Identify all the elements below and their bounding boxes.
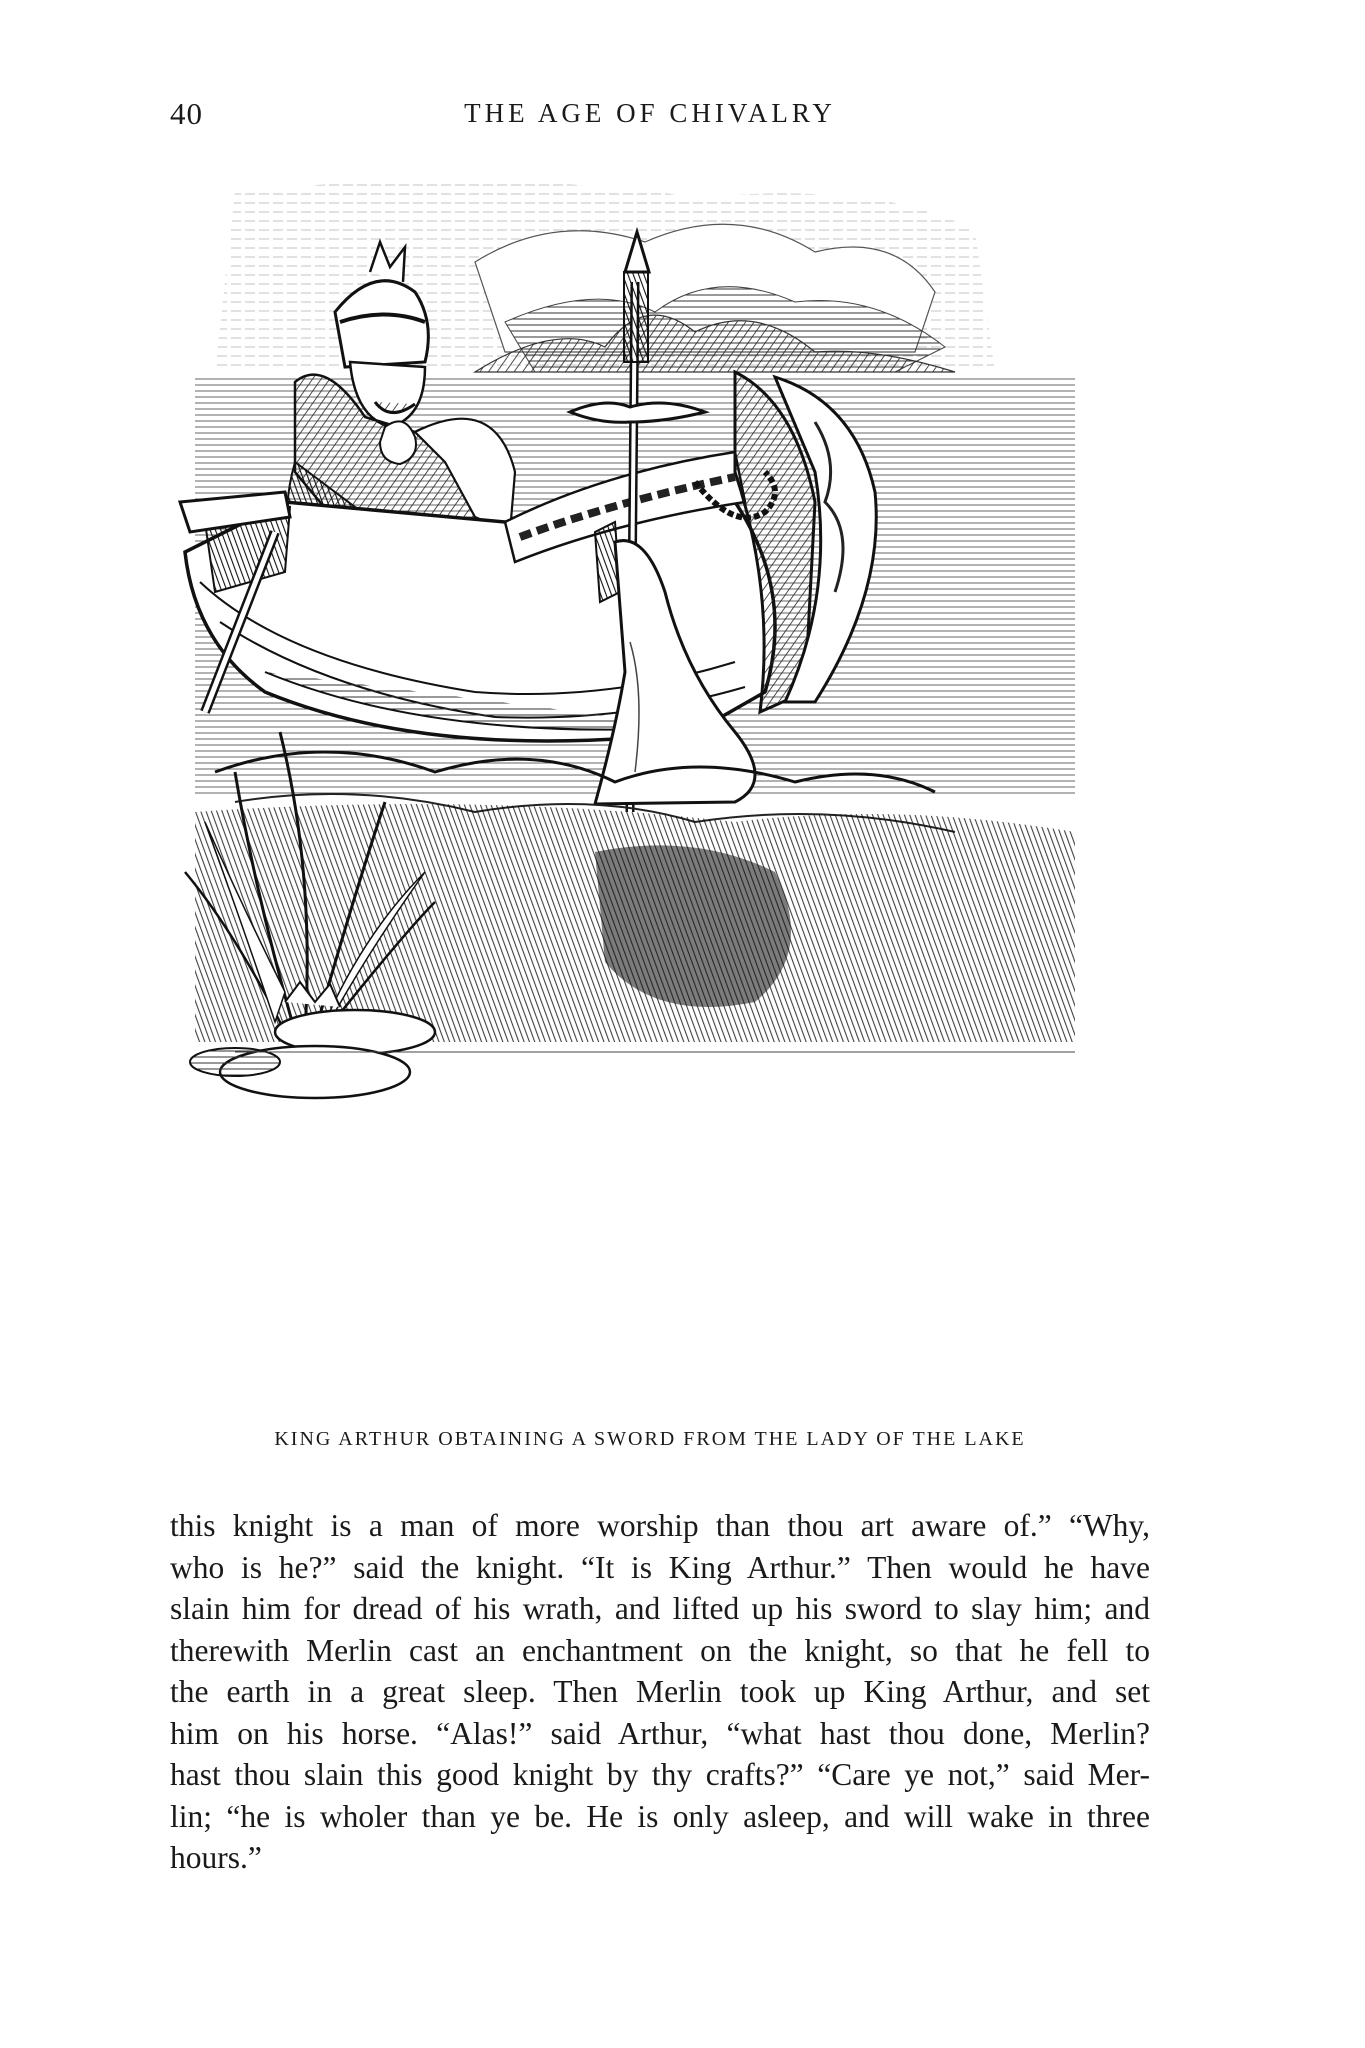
page-number: 40 [170, 96, 203, 131]
body-paragraph [170, 1505, 1150, 1879]
sky [215, 181, 995, 372]
text-line: lin; “he is wholer than ye be. He is only asleep, and will wake in three [170, 1798, 1150, 1834]
text-line: him on his horse. “Alas!” said Arthur, “what hast thou done, Merlin? [170, 1715, 1150, 1751]
text-line: who is he?” said the knight. “It is King Arthur.” Then would he have [170, 1549, 1150, 1585]
text-line: hast thou slain this good knight by thy crafts?” “Care ye not,” said Mer- [170, 1757, 1150, 1792]
figure-caption: KING ARTHUR OBTAINING A SWORD FROM THE LADY OF THE LAKE [274, 1428, 1026, 1450]
text-line: slain him for dread of his wrath, and lifted up his sword to slay him; and [170, 1591, 1150, 1626]
text-line: therewith Merlin cast an enchantment on the knight, so that he fell to [170, 1632, 1150, 1668]
text-line: this knight is a man of more worship than thou art aware of.” “Why, [170, 1508, 1150, 1543]
engraving-illustration [175, 172, 1125, 1387]
text-line: the earth in a great sleep. Then Merlin took up King Arthur, and set [170, 1674, 1150, 1709]
running-head: THE AGE OF CHIVALRY [464, 98, 836, 128]
text-line: hours.” [170, 1840, 262, 1875]
